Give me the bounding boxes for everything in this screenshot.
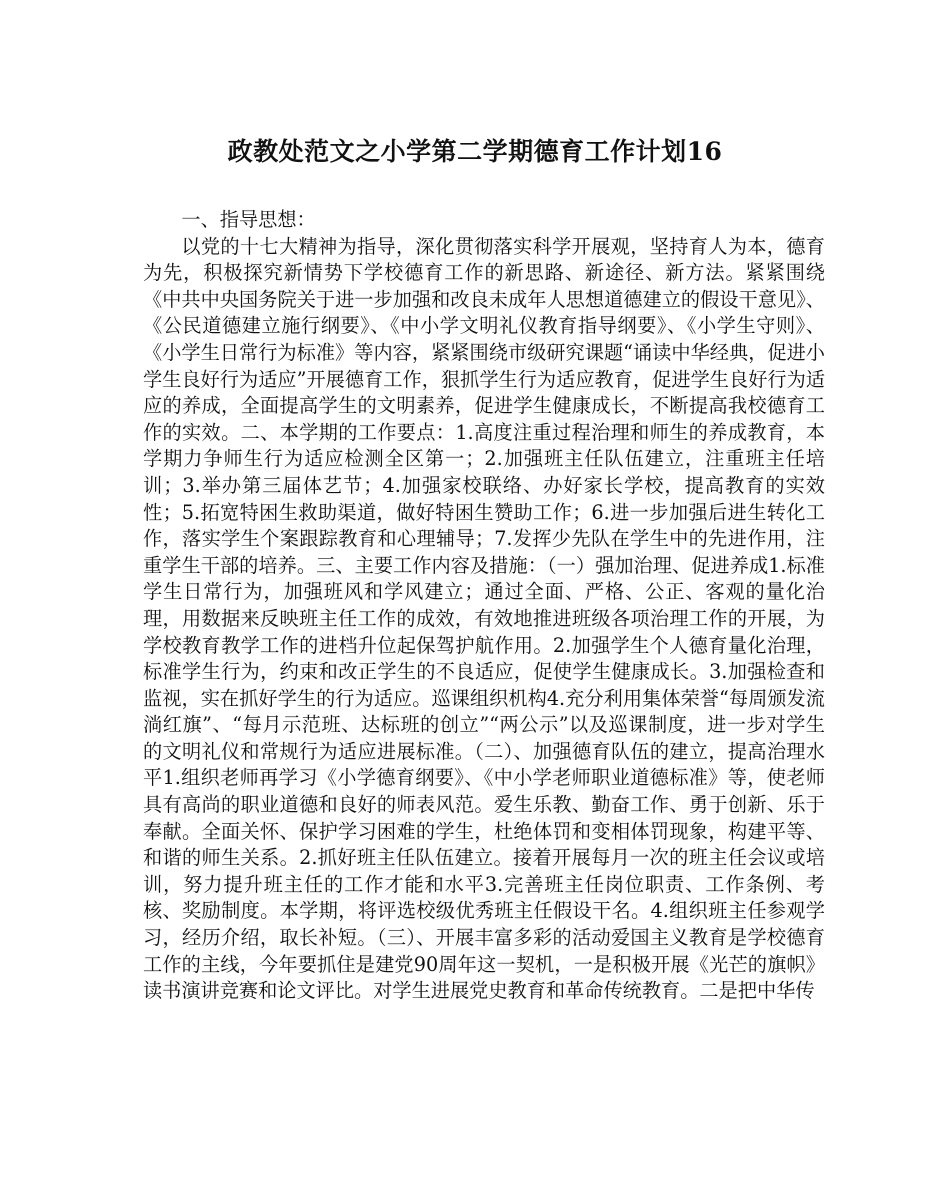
- body-paragraph: 以党的十七大精神为指导，深化贯彻落实科学开展观，坚持育人为本，德育为先，积极探究新情势下学校德育工作的新思路、新途径、新方法。紧紧围绕《中共中央国务院关于进一步加强和改良未成年人思想道德建立的假设干意见》、《公民道德建立施行纲要》、《中小学文明礼仪教育指导纲要》、《小学生守则》、《小学生日常行为标准》等内容，紧紧围绕市级研究课题“诵读中华经典，促进小学生良好行为适应”开展德育工作，狠抓学生行为适应教育，促进学生良好行为适应的养成，全面提高学生的文明素养，促进学生健康成长，不断提高我校德育工作的实效。二、本学期的工作要点：1.高度注重过程治理和师生的养成教育，本学期力争师生行为适应检测全区第一；2.加强班主任队伍建立，注重班主任培训；3.举办第三届体艺节；4.加强家校联络、办好家长学校，提高教育的实效性；5.拓宽特困生救助渠道，做好特困生赞助工作；6.进一步加强后进生转化工作，落实学生个案跟踪教育和心理辅导；7.发挥少先队在学生中的先进作用，注重学生干部的培养。三、主要工作内容及措施：（一）强加治理、促进养成1.标准学生日常行为，加强班风和学风建立；通过全面、严格、公正、客观的量化治理，用数据来反映班主任工作的成效，有效地推进班级各项治理工作的开展，为学校教育教学工作的进档升位起保驾护航作用。2.加强学生个人德育量化治理，标准学生行为，约束和改正学生的不良适应，促使学生健康成长。3.加强检查和监视，实在抓好学生的行为适应。巡课组织机构4.充分利用集体荣誉“每周颁发流淌红旗”、“每月示范班、达标班的创立”“两公示”以及巡课制度，进一步对学生的文明礼仪和常规行为适应进展标准。（二）、加强德育队伍的建立，提高治理水平1.组织老师再学习《小学德育纲要》、《中小学老师职业道德标准》等，使老师具有高尚的职业道德和良好的师表风范。爱生乐教、勤奋工作、勇于创新、乐于奉献。全面关怀、保护学习困难的学生，杜绝体罚和变相体罚现象，构建平等、和谐的师生关系。2.抓好班主任队伍建立。接着开展每月一次的班主任会议或培训，努力提升班主任的工作才能和水平3.完善班主任岗位职责、工作条例、考核、奖励制度。本学期，将评选校级优秀班主任假设干名。4.组织班主任参观学习，经历介绍，取长补短。（三）、开展丰富多彩的活动爱国主义教育是学校德育工作的主线，今年要抓住是建党90周年这一契机，一是积极开展《光芒的旗帜》读书演讲竞赛和论文评比。对学生进展党史教育和革命传统教育。二是把中华传: [143, 234, 825, 1003]
- document-body: [143, 207, 825, 1005]
- section-heading: 一、指导思想：: [181, 208, 316, 231]
- document-title: 政教处范文之小学第二学期德育工作计划16: [227, 137, 723, 166]
